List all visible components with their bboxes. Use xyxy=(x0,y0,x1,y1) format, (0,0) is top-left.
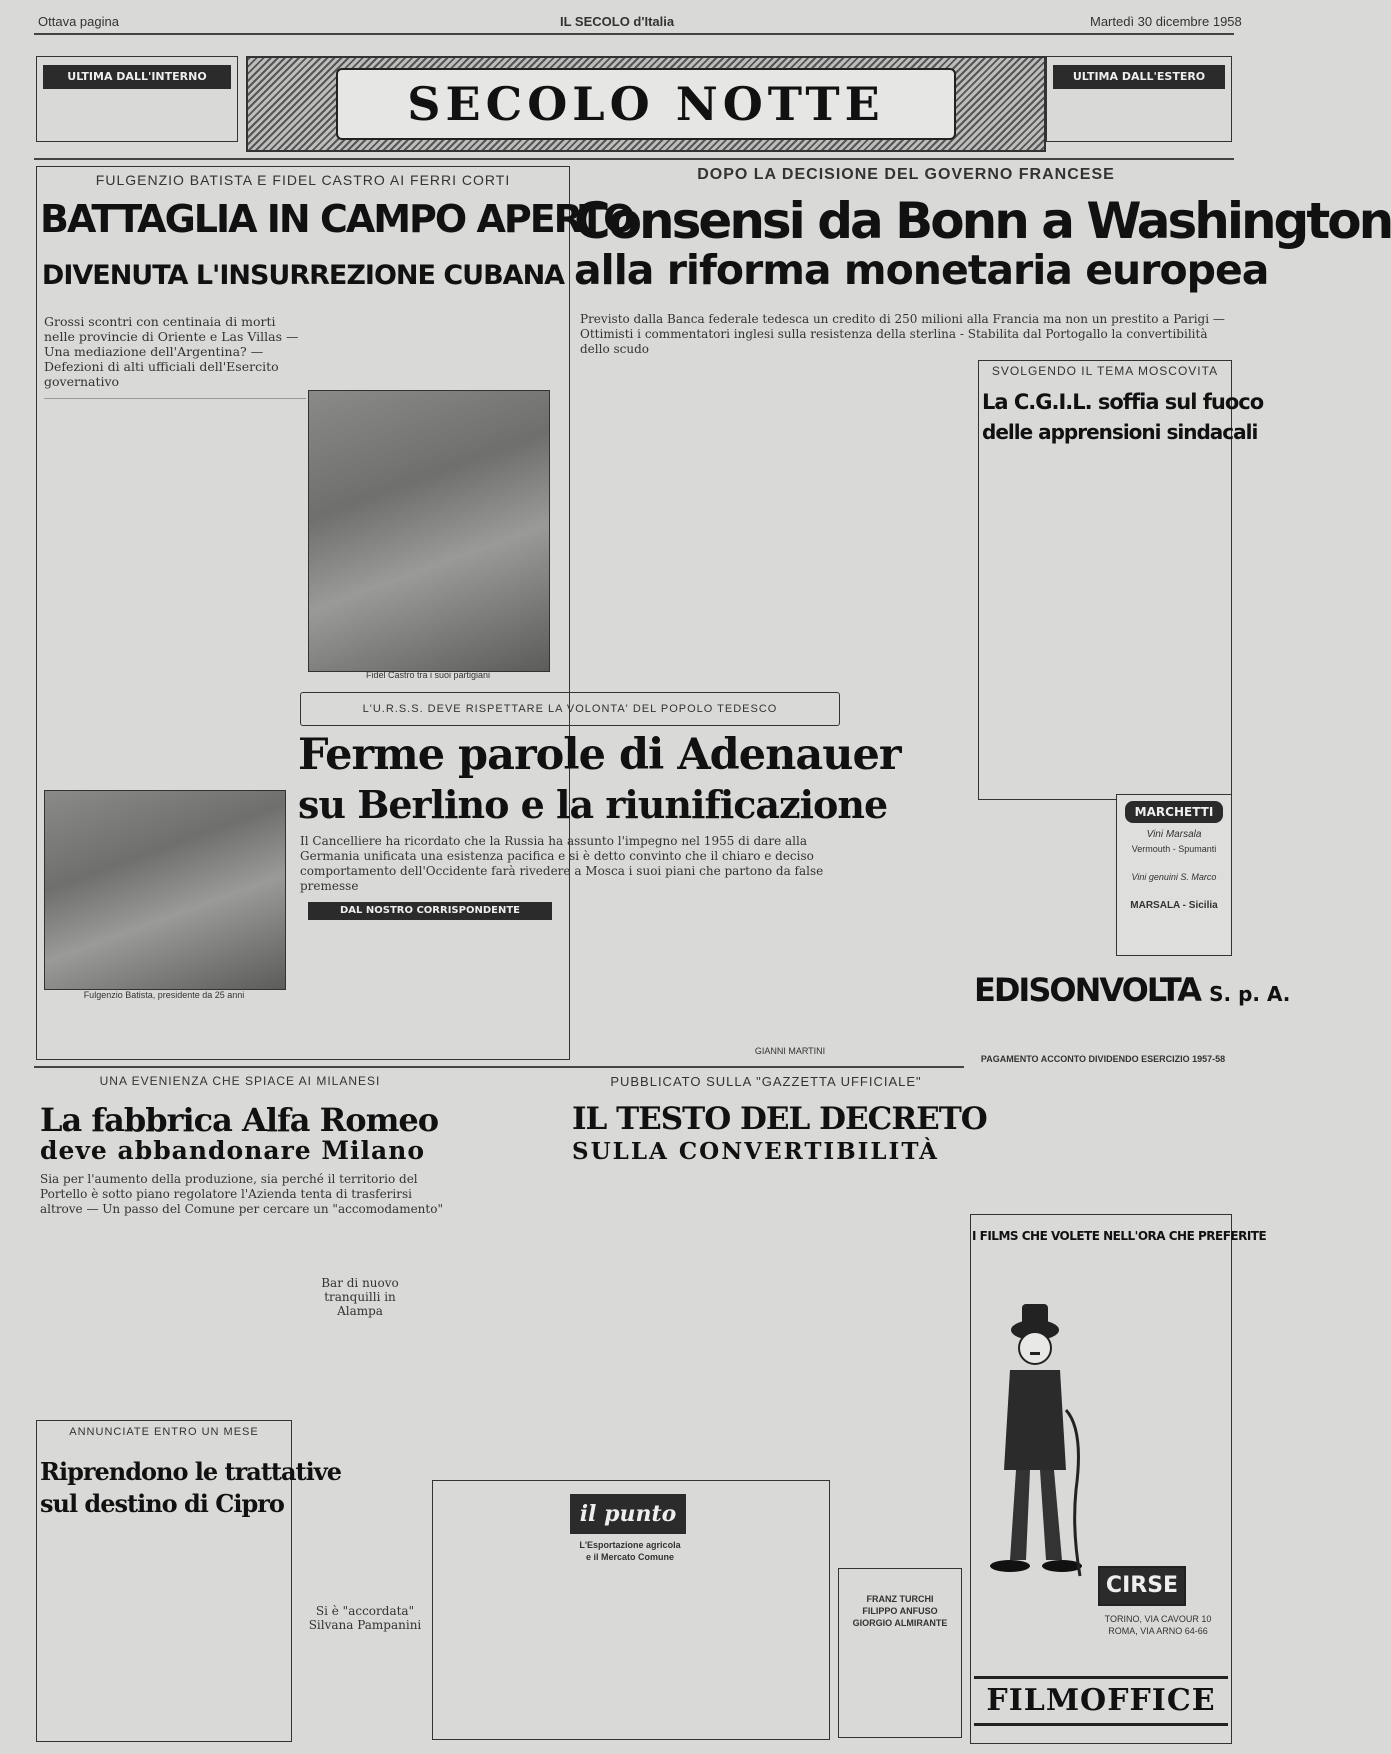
alfa-body xyxy=(40,1240,290,1410)
edison-brand-name: EDISONVOLTA xyxy=(974,971,1200,1009)
masthead-banner xyxy=(246,56,1046,152)
decreto-headline-1: IL TESTO DEL DECRETO xyxy=(572,1101,987,1137)
cipro-body xyxy=(40,1524,288,1736)
cuba-body-col1 xyxy=(44,398,306,789)
cuba-photo-castro xyxy=(308,390,550,672)
adenauer-body xyxy=(308,926,834,1046)
paper-name: IL SECOLO d'Italia xyxy=(560,14,675,29)
punto-center-col xyxy=(570,1570,690,1732)
punto-sub1: L'Esportazione agricola xyxy=(579,1540,681,1550)
film-ad-text xyxy=(1096,1270,1226,1490)
ultima-estero-label: ULTIMA DALL'ESTERO xyxy=(1053,65,1225,89)
cuba-portrait-batista xyxy=(44,790,286,990)
marchetti-line2: Vermouth - Spumanti xyxy=(1131,844,1217,854)
masthead-title: SECOLO NOTTE xyxy=(407,77,885,131)
header-rule xyxy=(34,33,1234,35)
bonn-kicker: DOPO LA DECISIONE DEL GOVERNO FRANCESE xyxy=(697,166,1115,183)
chaplin-figure-icon xyxy=(980,1290,1090,1590)
punto-sub2: e il Mercato Comune xyxy=(585,1552,675,1562)
credits-line1: FRANZ TURCHI xyxy=(866,1594,934,1604)
cuba-kicker: FULGENZIO BATISTA E FIDEL CASTRO AI FERRI CORTI xyxy=(95,172,511,188)
cgil-kicker: SVOLGENDO IL TEMA MOSCOVITA xyxy=(991,364,1219,378)
bonn-body xyxy=(582,362,972,682)
punto-title: il punto xyxy=(570,1494,686,1534)
ultima-estero-text xyxy=(1053,97,1225,137)
marchetti-line1: Vini Marsala xyxy=(1146,829,1202,840)
alfa-deck: Sia per l'aumento della produzione, sia perché il territorio del Portello è sotto piano regolatore l'Azienda tenta di trasferirsi altrove — Un passo del Comune per cercare un "accomodamento" xyxy=(40,1172,443,1216)
film-cities1: TORINO, VIA CAVOUR 10 xyxy=(1104,1614,1212,1624)
film-cities2: ROMA, VIA ARNO 64-66 xyxy=(1108,1626,1208,1636)
cgil-headline-2: delle apprensioni sindacali xyxy=(982,420,1258,444)
decreto-kicker: PUBBLICATO SULLA "GAZZETTA UFFICIALE" xyxy=(610,1074,922,1089)
cgil-body xyxy=(984,458,1224,788)
credits-line2: FILIPPO ANFUSO xyxy=(862,1606,938,1616)
bonn-headline-2: alla riforma monetaria europea xyxy=(574,246,1269,294)
adenauer-kicker: L'U.R.S.S. DEVE RISPETTARE LA VOLONTA' DEL POPOLO TEDESCO xyxy=(362,703,778,715)
alfa-headline-1: La fabbrica Alfa Romeo xyxy=(40,1101,439,1139)
cipro-headline-2: sul destino di Cipro xyxy=(40,1489,284,1518)
marchetti-ad xyxy=(1116,794,1232,956)
bonn-headline-1: Consensi da Bonn a Washington xyxy=(574,192,1391,250)
adenauer-deck: Il Cancelliere ha ricordato che la Russia ha assunto l'impegno nel 1955 di dare alla Germania unificata una esistenza pacifica e si è detto convinto che il chiaro e deciso comportamento dell'Occidente farà rivedere a Mosca i suoi piani che partono da false premesse xyxy=(300,834,824,893)
cuba-body-col2-top xyxy=(312,314,564,384)
edison-address xyxy=(976,1018,1230,1048)
credits-line3: GIORGIO ALMIRANTE xyxy=(852,1618,948,1628)
edison-brand xyxy=(974,971,1291,1009)
ultima-estero-box xyxy=(1046,56,1232,142)
edison-notice: PAGAMENTO ACCONTO DIVIDENDO ESERCIZIO 1957-58 xyxy=(980,1054,1226,1064)
alfa-side-head: Bar di nuovo tranquilli in Alampa xyxy=(321,1276,399,1318)
decreto-headline-2: SULLA CONVERTIBILITÀ xyxy=(572,1138,940,1165)
edison-body xyxy=(976,1070,1230,1190)
cgil-headline-1: La C.G.I.L. soffia sul fuoco xyxy=(982,390,1264,414)
marchetti-line3: Vini genuini S. Marco xyxy=(1131,872,1217,882)
cuba-photo-caption: Fidel Castro tra i suoi partigiani xyxy=(365,670,491,680)
alfa-headline-2: deve abbandonare Milano xyxy=(40,1136,426,1165)
alfa-kicker: UNA EVENIENZA CHE SPIACE AI MILANESI xyxy=(99,1074,381,1088)
ultima-interno-box xyxy=(36,56,238,142)
decreto-body xyxy=(570,1176,960,1466)
masthead-title-plate xyxy=(336,68,956,140)
cuba-body-col2-bottom xyxy=(44,1004,306,1054)
filmoffice-logo: FILMOFFICE xyxy=(974,1676,1228,1726)
adenauer-headline-2: su Berlino e la riunificazione xyxy=(298,782,888,827)
cuba-headline-1: BATTAGLIA IN CAMPO APERTO xyxy=(40,197,634,241)
punto-left-col xyxy=(438,1490,558,1730)
marchetti-brand: MARCHETTI xyxy=(1125,801,1223,823)
adenauer-byline: DAL NOSTRO CORRISPONDENTE xyxy=(308,902,552,920)
cipro-kicker: ANNUNCIATE ENTRO UN MESE xyxy=(69,1426,259,1438)
adenauer-signature: GIANNI MARTINI xyxy=(754,1046,826,1056)
cuba-portrait-caption: Fulgenzio Batista, presidente da 25 anni xyxy=(83,990,245,1000)
punto-right-col xyxy=(696,1490,824,1730)
marchetti-city: MARSALA - Sicilia xyxy=(1130,900,1218,911)
film-heading: I FILMS CHE VOLETE NELL'ORA CHE PREFERITE xyxy=(972,1229,1267,1243)
cuba-headline-2: DIVENUTA L'INSURREZIONE CUBANA xyxy=(41,260,565,291)
lower-rule xyxy=(34,1066,964,1068)
edison-brand-suffix: S. p. A. xyxy=(1209,982,1291,1006)
page-date: Martedì 30 dicembre 1958 xyxy=(1090,14,1242,29)
cipro-headline-1: Riprendono le trattative xyxy=(40,1457,341,1486)
adenauer-headline-1: Ferme parole di Adenauer xyxy=(298,730,901,780)
page-label: Ottava pagina xyxy=(38,14,119,29)
bonn-deck: Previsto dalla Banca federale tedesca un credito di 250 milioni alla Francia ma non un prestito a Parigi — Ottimisti i commentatori inglesi sulla resistenza della sterlina - Stabilita dal Portogallo la convertibilità dello scudo xyxy=(580,312,1225,356)
masthead-rule xyxy=(34,158,1234,160)
cipro-side-head: Si è "accordata" Silvana Pampanini xyxy=(308,1604,422,1632)
cirse-logo: CIRSE xyxy=(1098,1566,1186,1606)
adenauer-kicker-box xyxy=(300,692,840,726)
ultima-interno-label: ULTIMA DALL'INTERNO xyxy=(43,65,231,89)
cuba-deck: Grossi scontri con centinaia di morti nelle provincie di Oriente e Las Villas — Una mediazione dell'Argentina? — Defezioni di alti ufficiali dell'Esercito governativo xyxy=(44,314,299,389)
ultima-interno-text xyxy=(43,97,231,137)
